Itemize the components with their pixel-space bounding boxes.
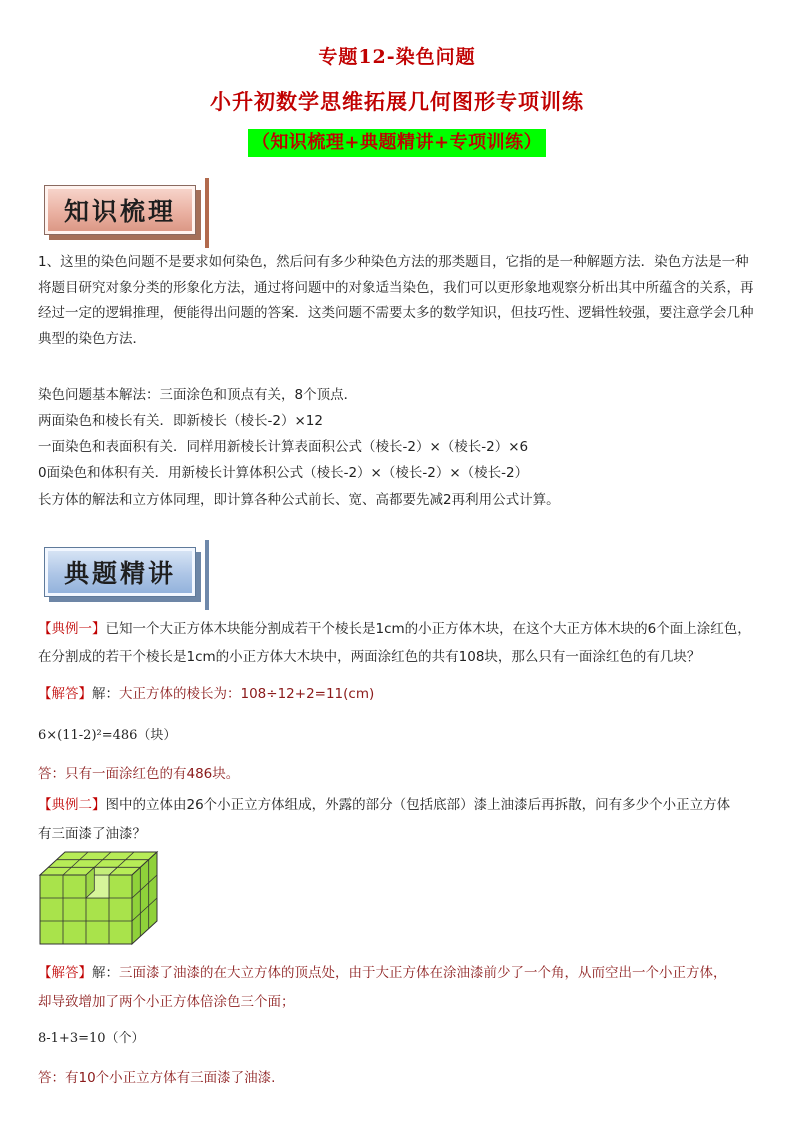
knowledge-paragraph: 1、这里的染色问题不是要求如何染色，然后问有多少种染色方法的那类题目，它指的是一种解题方法．染色方法是一种将题目研究对象分类的形象化方法，通过将问题中的对象适当染色，我们可以更形象地观察分析出其中所蕴含的关系，再经过一定的逻辑推理，便能得出问题的答案．这类问题不需要太多的数学知识，但技巧性、逻辑性较强，要注意学会几种典型的染色方法． [38,254,754,347]
example2-question-line1 [38,793,730,813]
example1-answer-prefix: 解： [92,686,119,702]
example1-tag: 【典例一】 [38,621,106,637]
knowledge-line-1: 染色问题基本解法：三面涂色和顶点有关，8个顶点． [38,387,358,403]
knowledge-line-2: 两面染色和棱长有关．即新棱长（棱长-2）×12 [38,413,323,429]
banner-accent-bar [205,178,209,248]
example1-question-line1 [38,617,751,637]
example1-calc: 6×(11-2)²=486（块） [38,728,177,743]
cube-figure [38,850,160,946]
banner-label: 知识梳理 [63,197,176,226]
banner-accent-bar [205,540,209,610]
example2-final: 答：有10个小正立方体有三面漆了油漆. [38,1070,276,1086]
example2-answer-line2: 却导致增加了两个小正方体倍涂色三个面； [38,994,295,1010]
example2-answer-prefix: 解： [92,965,119,981]
example1-question-line2: 在分割成的若干个棱长是1cm的小正方体大木块中，两面涂红色的共有108块，那么只有一面涂红色的有几块？ [38,649,701,665]
example1-q1: 已知一个大正方体木块能分割成若干个棱长是1cm的小正方体木块，在这个大正方体木块的6个面上涂红色， [105,621,751,637]
knowledge-line-3: 一面染色和表面积有关．同样用新棱长计算表面积公式（棱长-2）×（棱长-2）×6 [38,439,529,455]
example2-answer-line1 [38,961,727,981]
example1-answer [38,682,374,702]
doc-subtitle: 小升初数学思维拓展几何图形专项训练 [210,89,584,114]
doc-tagline-wrap [0,129,794,157]
doc-title: 专题12-染色问题 [318,46,476,68]
example2-calc: 8-1+3=10（个） [38,1031,145,1046]
example2-question-line2: 有三面漆了油漆？ [38,826,146,842]
doc-tagline: （知识梳理+典题精讲+专项训练） [248,129,546,157]
example2-answer-tag: 【解答】 [38,965,92,981]
example2-q1: 图中的立体由26个小正立方体组成，外露的部分（包括底部）漆上油漆后再拆散，问有多少个小正立方体 [105,797,731,813]
example1-answer-tag: 【解答】 [38,686,92,702]
example1-final: 答：只有一面涂红色的有486块。 [38,766,240,782]
knowledge-line-5: 长方体的解法和立方体同理，即计算各种公式前长、宽、高都要先减2再利用公式计算。 [38,492,560,508]
example2-answer-text1: 三面漆了油漆的在大立方体的顶点处，由于大正方体在涂油漆前少了一个角，从而空出一个小正方体， [119,965,727,981]
section-banner-knowledge [44,185,196,235]
example1-answer-text: 大正方体的棱长为：108÷12+2=11(cm) [119,686,375,702]
knowledge-line-4: 0面染色和体积有关．用新棱长计算体积公式（棱长-2）×（棱长-2）×（棱长-2） [38,465,529,481]
banner-label: 典题精讲 [63,559,176,588]
section-banner-examples [44,547,196,597]
example2-tag: 【典例二】 [38,797,106,813]
